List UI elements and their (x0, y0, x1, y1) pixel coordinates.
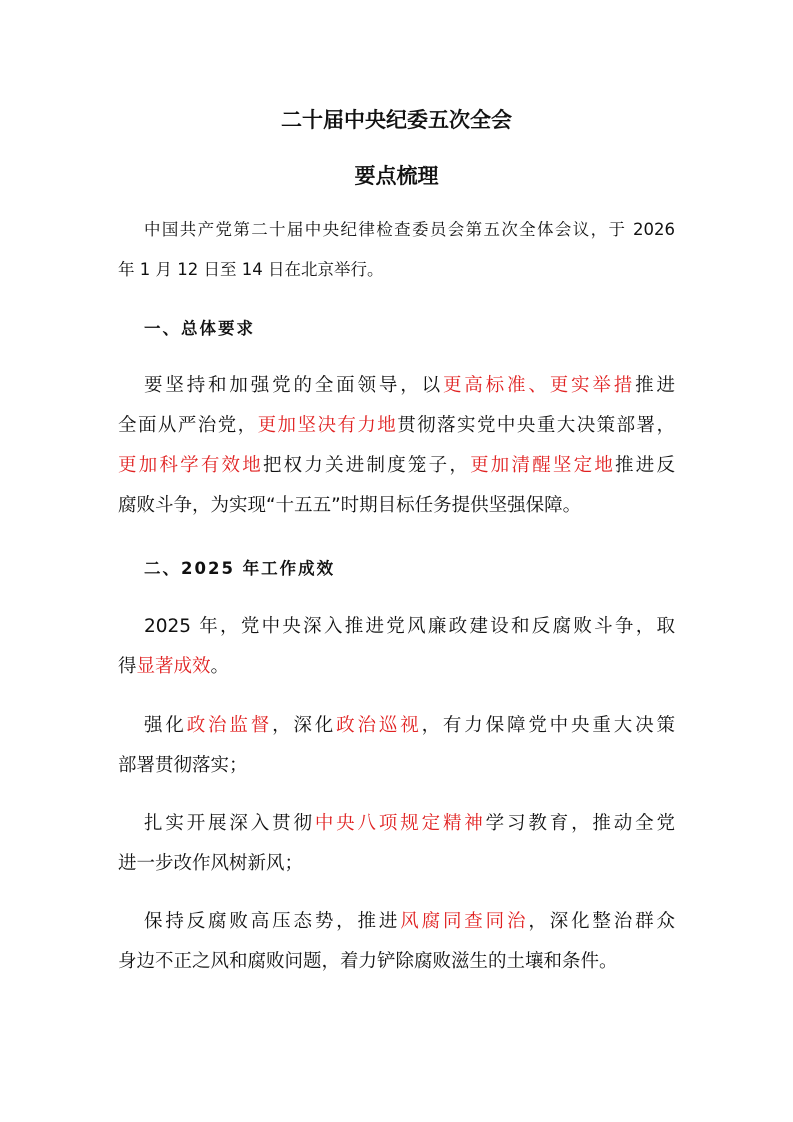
paragraph-line (144, 809, 675, 835)
body-text: 进一步改作风树新风； (118, 853, 304, 874)
paragraph-line (144, 711, 675, 737)
paragraph-line (118, 256, 675, 280)
paragraph-line (144, 216, 675, 240)
body-text: 部署贯彻落实； (118, 755, 248, 776)
body-text: 。 (210, 656, 230, 677)
body-text: 保持反腐败高压态势，推进 (144, 911, 401, 932)
highlighted-text: 中央八项规定精神 (314, 813, 486, 834)
highlighted-text: 更加清醒坚定地 (470, 455, 616, 476)
body-text: ，深化 (272, 715, 337, 736)
body-text: ，深化整治群众 (528, 911, 675, 932)
paragraph-line (118, 751, 675, 777)
body-text: 推进 (635, 375, 675, 396)
paragraph-line (118, 491, 675, 517)
highlighted-text: 更加坚决有力地 (257, 415, 398, 436)
paragraph-line (118, 849, 675, 875)
body-text: 推进反 (615, 455, 675, 476)
paragraph-line (118, 652, 675, 678)
body-text: 年 1 月 12 日至 14 日在北京举行。 (118, 260, 384, 279)
paragraph-line (144, 612, 675, 638)
highlighted-text: 更高标准、更实举措 (442, 375, 636, 396)
highlighted-text: 显著成效 (136, 656, 211, 677)
paragraph-line (144, 907, 675, 933)
section-heading: 二、2025 年工作成效 (144, 559, 336, 578)
paragraph-line (118, 451, 675, 477)
document-title: 二十届中央纪委五次全会 (281, 108, 512, 132)
paragraph-line (144, 371, 675, 397)
section-heading: 一、总体要求 (144, 319, 255, 338)
document-subtitle: 要点梳理 (354, 164, 439, 188)
body-text: 得 (118, 656, 137, 677)
body-text: 身边不正之风和腐败问题，着力铲除腐败滋生的土壤和条件。 (118, 951, 618, 972)
highlighted-text: 风腐同查同治 (400, 911, 529, 932)
body-text: 强化 (144, 715, 187, 736)
body-text: 腐败斗争，为实现“十五五”时期目标任务提供坚强保障。 (118, 495, 582, 516)
highlighted-text: 政治巡视 (336, 715, 422, 736)
body-text: ，有力保障党中央重大决策 (421, 715, 675, 736)
body-text: 中国共产党第二十届中央纪律检查委员会第五次全体会议，于 2026 (144, 220, 675, 239)
body-text: 要坚持和加强党的全面领导，以 (144, 375, 443, 396)
paragraph-line (118, 411, 675, 437)
body-text: 贯彻落实党中央重大决策部署， (397, 415, 675, 436)
body-text: 全面从严治党， (118, 415, 258, 436)
body-text: 把权力关进制度笼子， (262, 455, 471, 476)
paragraph-line (118, 947, 675, 973)
body-text: 扎实开展深入贯彻 (144, 813, 315, 834)
body-text: 学习教育，推动全党 (485, 813, 675, 834)
highlighted-text: 政治监督 (186, 715, 273, 736)
highlighted-text: 更加科学有效地 (118, 455, 263, 476)
body-text: 2025 年，党中央深入推进党风廉政建设和反腐败斗争，取 (144, 616, 675, 637)
